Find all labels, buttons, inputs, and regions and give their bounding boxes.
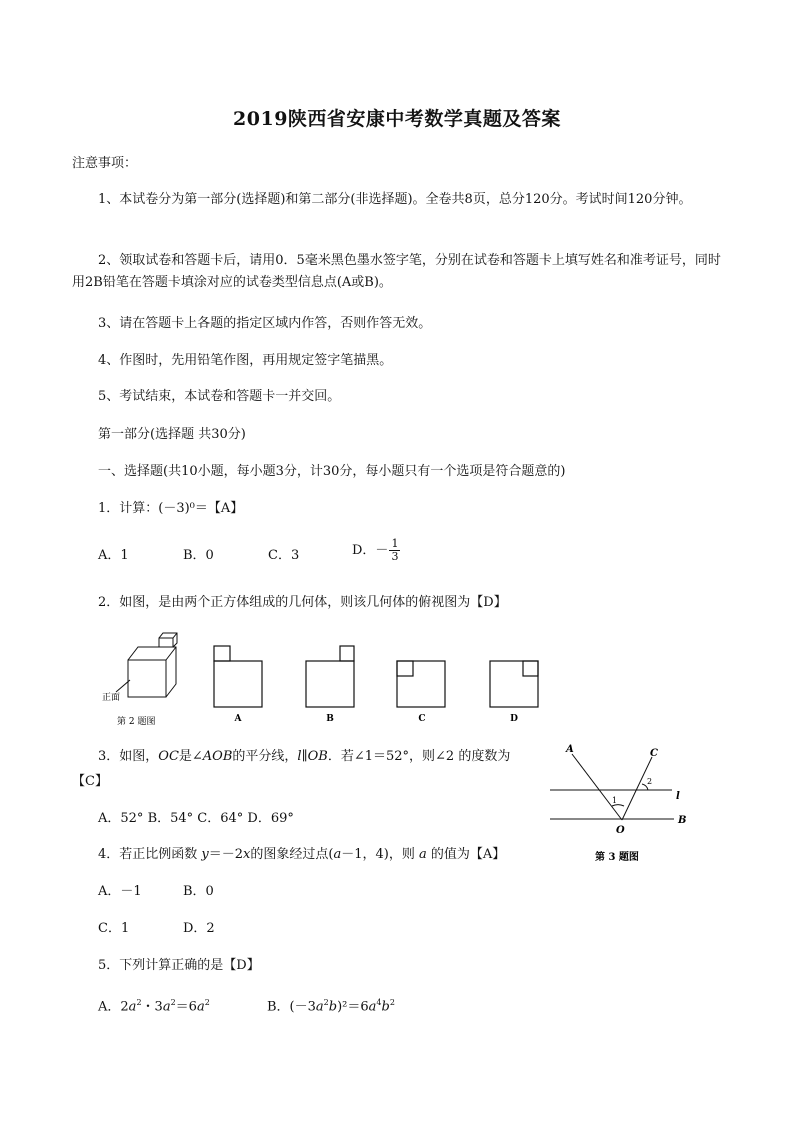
q5-exponent: 2 bbox=[204, 998, 210, 1007]
notice-heading: 注意事项： bbox=[72, 156, 138, 171]
q3-point-o: O bbox=[616, 825, 625, 836]
fraction-denominator: 3 bbox=[391, 550, 399, 563]
q3-text: ∥ bbox=[301, 749, 308, 764]
q2-stem: 2．如图，是由两个正方体组成的几何体，则该几何体的俯视图为【D】 bbox=[98, 595, 507, 610]
q3-caption: 第 3 题图 bbox=[595, 852, 639, 863]
q3-var-oc: OC bbox=[158, 749, 179, 764]
q2-option-b-view bbox=[306, 646, 354, 707]
q2-option-d-view bbox=[490, 661, 538, 707]
q1-option-d-prefix: D．－ bbox=[352, 543, 389, 558]
q3-text: 是∠ bbox=[178, 749, 203, 764]
q3-point-b: B bbox=[678, 815, 687, 826]
q2-cube-drawing bbox=[116, 633, 177, 697]
q3-text: ．若∠1＝52°，则∠2 的度数为 bbox=[327, 749, 511, 764]
q3-text: 的平分线， bbox=[232, 749, 298, 764]
q2-figure bbox=[100, 630, 560, 730]
q4-var-x: x bbox=[243, 847, 251, 862]
q3-options: A．52° B．54° C．64° D．69° bbox=[98, 811, 294, 826]
page-title: 2019陕西省安康中考数学真题及答案 bbox=[233, 108, 561, 130]
q4-option-b: B．0 bbox=[183, 884, 214, 899]
q3-var-l: l bbox=[297, 749, 302, 764]
q3-var-aob: AOB bbox=[202, 749, 233, 764]
section-one-heading: 一、选择题(共10小题，每小题3分，计30分，每小题只有一个选项是符合题意的) bbox=[98, 464, 566, 479]
q3-angle-1: 1 bbox=[612, 796, 618, 805]
fraction-numerator: 1 bbox=[391, 537, 399, 550]
q5-var-a: a bbox=[128, 999, 137, 1015]
q3-figure bbox=[540, 740, 700, 870]
q4-text: －1，4)，则 bbox=[341, 847, 419, 862]
q5-text: )²＝6 bbox=[337, 999, 369, 1015]
q5-text: B．(－3 bbox=[267, 999, 316, 1015]
q3-point-c: C bbox=[650, 748, 658, 759]
q2-caption: 第 2 题图 bbox=[117, 717, 156, 727]
q3-var-ob: OB bbox=[307, 749, 328, 764]
q2-label-a: A bbox=[234, 714, 242, 724]
q3-point-a: A bbox=[566, 744, 574, 755]
q4-option-c: C．1 bbox=[98, 921, 130, 936]
q5-stem: 5．下列计算正确的是【D】 bbox=[98, 958, 260, 973]
q2-label-c: C bbox=[418, 714, 426, 724]
q3-answer: 【C】 bbox=[72, 774, 108, 789]
q4-text: 4．若正比例函数 bbox=[98, 847, 202, 862]
q5-var-b: b bbox=[381, 999, 390, 1015]
q2-option-c-view bbox=[397, 661, 445, 707]
q4-stem bbox=[98, 844, 505, 866]
q5-text: ＝6 bbox=[175, 999, 197, 1015]
q5-var-a: a bbox=[315, 999, 324, 1015]
q4-text: ＝－2 bbox=[208, 847, 244, 862]
q5-option-b bbox=[267, 992, 395, 1018]
q5-exponent: 4 bbox=[376, 998, 382, 1007]
notice-item-3: 3、请在答题卡上各题的指定区域内作答，否则作答无效。 bbox=[98, 316, 432, 331]
q1-stem: 1．计算：(－3)⁰＝【A】 bbox=[98, 501, 244, 516]
q2-label-d: D bbox=[510, 714, 518, 724]
q3-angle-2: 2 bbox=[647, 777, 653, 786]
q4-text: 的值为【A】 bbox=[426, 847, 506, 862]
q5-var-a: a bbox=[368, 999, 377, 1015]
q3-text: 3．如图， bbox=[98, 749, 159, 764]
q1-fraction bbox=[389, 538, 400, 563]
q5-exponent: 2 bbox=[323, 998, 329, 1007]
notice-item-2: 2、领取试卷和答题卡后，请用0．5毫米黑色墨水签字笔，分别在试卷和答题卡上填写姓名和准考证号，同时用2B铅笔在答题卡填涂对应的试卷类型信息点(A或B)。 bbox=[72, 253, 721, 290]
q4-var-y: y bbox=[201, 847, 209, 862]
q4-option-d: D．2 bbox=[183, 921, 215, 936]
q4-var-a: a bbox=[418, 847, 427, 862]
q5-exponent: 2 bbox=[136, 998, 142, 1007]
q3-stem bbox=[98, 746, 510, 768]
q4-var-a: a bbox=[333, 847, 342, 862]
q5-var-a: a bbox=[162, 999, 171, 1015]
q2-option-a-view bbox=[214, 646, 262, 707]
q5-text: A．2 bbox=[98, 999, 129, 1015]
q5-text: ・3 bbox=[141, 999, 163, 1015]
q2-front-label: 正面 bbox=[102, 693, 121, 703]
q1-option-b: B．0 bbox=[183, 548, 214, 563]
q3-lines bbox=[550, 754, 674, 820]
q3-line-l: l bbox=[676, 791, 680, 802]
q1-option-c: C．3 bbox=[268, 548, 300, 563]
q1-option-a: A．1 bbox=[98, 548, 129, 563]
q2-label-b: B bbox=[326, 714, 334, 724]
part-one-heading: 第一部分(选择题 共30分) bbox=[98, 427, 246, 442]
q5-option-a bbox=[98, 992, 210, 1018]
q4-option-a: A．－1 bbox=[98, 884, 142, 899]
q1-option-d bbox=[352, 538, 400, 563]
notice-item-1: 1、本试卷分为第一部分(选择题)和第二部分(非选择题)。全卷共8页，总分120分。考试时间120分钟。 bbox=[98, 192, 692, 207]
q5-var-a: a bbox=[196, 999, 205, 1015]
q5-exponent: 2 bbox=[389, 998, 395, 1007]
q5-var-b: b bbox=[328, 999, 338, 1015]
q4-text: 的图象经过点( bbox=[250, 847, 334, 862]
notice-item-4: 4、作图时，先用铅笔作图，再用规定签字笔描黑。 bbox=[98, 353, 393, 368]
notice-item-5: 5、考试结束，本试卷和答题卡一并交回。 bbox=[98, 389, 341, 404]
q5-exponent: 2 bbox=[170, 998, 176, 1007]
